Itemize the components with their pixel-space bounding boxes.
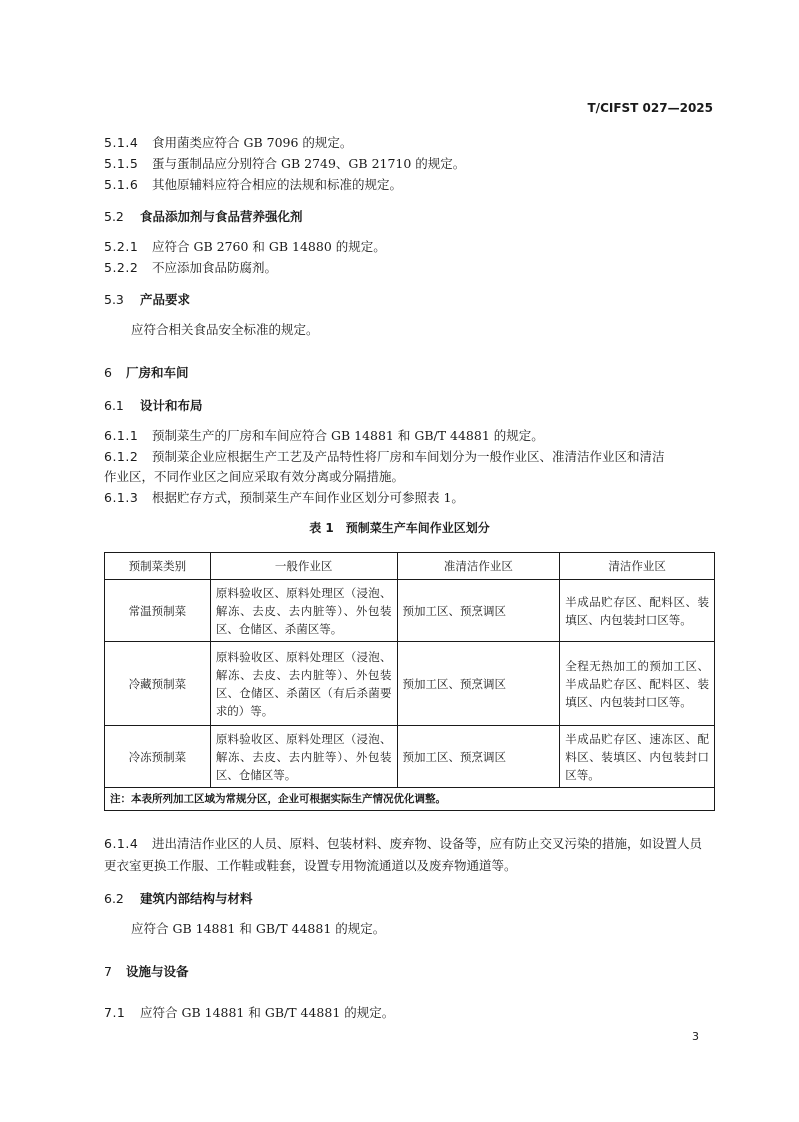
- table-cell: 冷冻预制菜: [105, 726, 211, 788]
- section-title: 食品添加剂与食品营养强化剂: [140, 209, 303, 224]
- clause-text: 其他原辅料应符合相应的法规和标准的规定。: [152, 177, 403, 192]
- section-5-3-heading: [104, 290, 190, 308]
- section-title: 设施与设备: [126, 964, 189, 979]
- section-6-1-heading: [104, 396, 203, 414]
- section-number: 5.2: [104, 209, 124, 224]
- clause-5-1-4: [104, 133, 352, 151]
- section-number: 6.1: [104, 398, 124, 413]
- table-note: 注：本表所列加工区域为常规分区，企业可根据实际生产情况优化调整。: [105, 788, 715, 811]
- table-cell: 半成品贮存区、速冻区、配料区、装填区、内包装封口区等。: [560, 726, 715, 788]
- table-row: [105, 726, 715, 788]
- table-cell: 预加工区、预烹调区: [397, 580, 560, 642]
- table-caption: 表 1 预制菜生产车间作业区划分: [309, 521, 490, 535]
- clause-6-1-1: [104, 426, 544, 444]
- section-6-2-paragraph: 应符合 GB 14881 和 GB/T 44881 的规定。: [131, 921, 386, 936]
- column-header: 准清洁作业区: [397, 553, 560, 580]
- clause-text: 食用菌类应符合 GB 7096 的规定。: [152, 135, 353, 150]
- clause-text: 根据贮存方式，预制菜生产车间作业区划分可参照表 1。: [152, 490, 464, 505]
- clause-number: 6.1.4: [104, 836, 139, 851]
- clause-5-1-5: [104, 154, 465, 172]
- section-number: 7: [104, 964, 112, 979]
- clause-text: 进出清洁作业区的人员、原料、包装材料、废弃物、设备等，应有防止交叉污染的措施，如设置人员: [152, 836, 703, 851]
- clause-number: 5.2.1: [104, 239, 139, 254]
- clause-7-1: [104, 1003, 394, 1021]
- section-title: 建筑内部结构与材料: [140, 891, 253, 906]
- clause-number: 5.1.5: [104, 156, 139, 171]
- section-6-2-heading: [104, 889, 253, 907]
- clause-text: 应符合 GB 2760 和 GB 14880 的规定。: [152, 239, 386, 254]
- clause-number: 6.1.3: [104, 490, 139, 505]
- clause-5-2-1: [104, 237, 386, 255]
- section-5-2-heading: [104, 207, 303, 225]
- table-row: [105, 642, 715, 726]
- clause-6-1-4-continued: 更衣室更换工作服、工作鞋或鞋套，设置专用物流通道以及废弃物通道等。: [104, 858, 517, 873]
- section-number: 5.3: [104, 292, 124, 307]
- table-row: [105, 580, 715, 642]
- clause-text: 蛋与蛋制品应分别符合 GB 2749、GB 21710 的规定。: [152, 156, 466, 171]
- section-6-heading: [104, 363, 189, 381]
- column-header: 预制菜类别: [105, 553, 211, 580]
- clause-6-1-2-continued: 作业区，不同作业区之间应采取有效分离或分隔措施。: [104, 469, 405, 484]
- section-number: 6.2: [104, 891, 124, 906]
- table-cell: 预加工区、预烹调区: [397, 642, 560, 726]
- section-5-3-paragraph: 应符合相关食品安全标准的规定。: [131, 322, 319, 337]
- table-cell: 常温预制菜: [105, 580, 211, 642]
- table-cell: 原料验收区、原料处理区（浸泡、解冻、去皮、去内脏等）、外包装区、仓储区等。: [210, 726, 397, 788]
- clause-text: 不应添加食品防腐剂。: [152, 260, 278, 275]
- clause-text: 应符合 GB 14881 和 GB/T 44881 的规定。: [140, 1005, 395, 1020]
- section-title: 设计和布局: [140, 398, 203, 413]
- clause-5-2-2: [104, 258, 277, 276]
- table-cell: 全程无热加工的预加工区、半成品贮存区、配料区、装填区、内包装封口区等。: [560, 642, 715, 726]
- table-cell: 原料验收区、原料处理区（浸泡、解冻、去皮、去内脏等）、外包装区、仓储区、杀菌区等。: [210, 580, 397, 642]
- clause-6-1-3: [104, 488, 464, 506]
- clause-text: 预制菜生产的厂房和车间应符合 GB 14881 和 GB/T 44881 的规定。: [152, 428, 544, 443]
- clause-6-1-2: [104, 447, 665, 465]
- table-cell: 冷藏预制菜: [105, 642, 211, 726]
- table-cell: 半成品贮存区、配料区、装填区、内包装封口区等。: [560, 580, 715, 642]
- clause-number: 5.1.4: [104, 135, 139, 150]
- clause-number: 5.2.2: [104, 260, 139, 275]
- column-header: 清洁作业区: [560, 553, 715, 580]
- page-number: 3: [692, 1030, 699, 1043]
- table-cell: 预加工区、预烹调区: [397, 726, 560, 788]
- table-cell: 原料验收区、原料处理区（浸泡、解冻、去皮、去内脏等）、外包装区、仓储区、杀菌区（有后杀菌要求的）等。: [210, 642, 397, 726]
- zone-division-table: [104, 552, 715, 811]
- clause-5-1-6: [104, 175, 402, 193]
- table-note-row: [105, 788, 715, 811]
- clause-number: 6.1.1: [104, 428, 139, 443]
- section-title: 产品要求: [140, 292, 191, 307]
- clause-number: 6.1.2: [104, 449, 139, 464]
- clause-number: 5.1.6: [104, 177, 139, 192]
- column-header: 一般作业区: [210, 553, 397, 580]
- table-header-row: [105, 553, 715, 580]
- clause-6-1-4: [104, 834, 716, 854]
- section-number: 6: [104, 365, 112, 380]
- clause-text: 预制菜企业应根据生产工艺及产品特性将厂房和车间划分为一般作业区、准清洁作业区和清洁: [152, 449, 665, 464]
- section-title: 厂房和车间: [126, 365, 189, 380]
- clause-number: 7.1: [104, 1005, 126, 1020]
- section-7-heading: [104, 962, 189, 980]
- document-id: T/CIFST 027—2025: [587, 101, 713, 115]
